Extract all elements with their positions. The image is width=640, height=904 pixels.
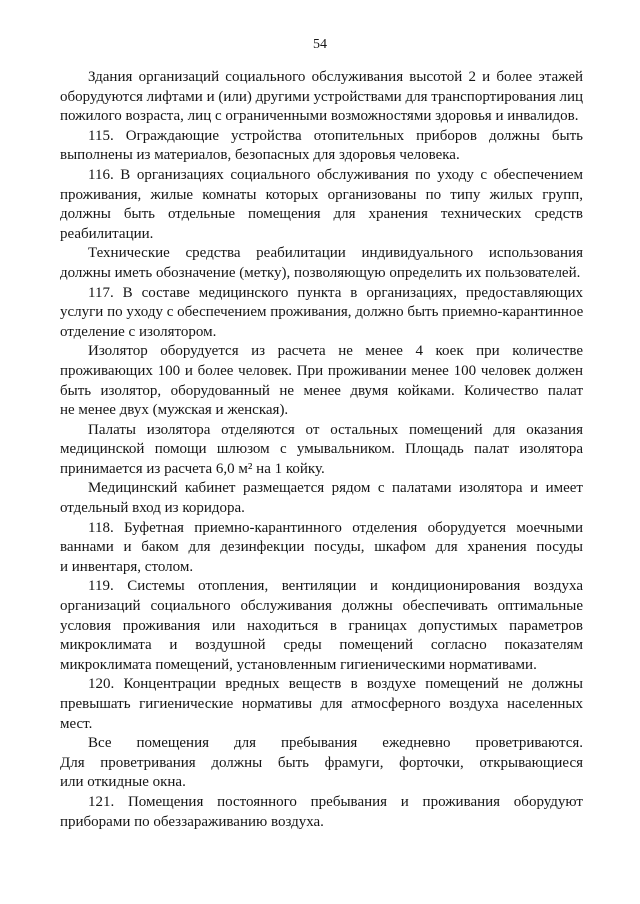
text-line: должны быть отдельные помещения для хранения технических средств: [60, 206, 583, 223]
text-line: микроклимата и воздушной среды помещений согласно показателям: [60, 637, 583, 654]
text-line: приборами по обеззараживанию воздуха.: [60, 813, 324, 830]
paragraph: [60, 519, 583, 578]
text-line: отдельный вход из коридора.: [60, 500, 245, 517]
text-line: и инвентаря, столом.: [60, 558, 194, 575]
text-line: Здания организаций социального обслуживания высотой 2 и более этажей: [88, 69, 583, 85]
text-line: принимается из расчета 6,0 м² на 1 койку.: [60, 460, 325, 477]
text-line: 117. В составе медицинского пункта в организациях, предоставляющих: [88, 284, 583, 301]
text-line: пожилого возраста, лиц с ограниченными возможностями здоровья и инвалидов.: [60, 108, 579, 125]
document-body: [60, 68, 583, 832]
text-line: мест.: [60, 715, 93, 732]
paragraph: [60, 675, 583, 734]
text-line: проживания, жилые комнаты которых организованы по типу жилых групп,: [60, 186, 583, 203]
text-line: 116. В организациях социального обслуживания по уходу с обеспечением: [88, 166, 583, 183]
text-line: услуги по уходу с обеспечением проживания, должно быть приемно-карантинное: [60, 304, 584, 321]
paragraph: [60, 127, 583, 166]
paragraph: [60, 577, 583, 675]
text-line: 118. Буфетная приемно-карантинного отделения оборудуется моечными: [88, 519, 583, 536]
paragraph: [60, 479, 583, 518]
text-line: оборудуются лифтами и (или) другими устройствами для транспортирования лиц: [60, 88, 584, 105]
text-line: 121. Помещения постоянного пребывания и проживания оборудуют: [88, 793, 583, 810]
text-line: или откидные окна.: [60, 774, 186, 791]
text-line: не менее двух (мужская и женская).: [60, 402, 289, 419]
paragraph: [60, 342, 583, 420]
text-line: микроклимата помещений, установленным гигиеническими нормативами.: [60, 656, 537, 673]
text-line: реабилитации.: [60, 225, 154, 242]
text-line: ваннами и баком для дезинфекции посуды, шкафом для хранения посуды: [60, 539, 583, 556]
text-line: 115. Ограждающие устройства отопительных приборов должны быть: [88, 127, 583, 144]
text-line: Все помещения для пребывания ежедневно проветриваются.: [88, 735, 583, 752]
paragraph: [60, 421, 583, 480]
text-line: проживающих 100 и более человек. При проживании менее 100 человек должен: [60, 362, 583, 379]
text-line: 120. Концентрации вредных веществ в воздухе помещений не должны: [88, 676, 583, 693]
paragraph: [60, 793, 583, 832]
text-line: Медицинский кабинет размещается рядом с палатами изолятора и имеет: [88, 480, 583, 497]
text-line: Для проветривания должны быть фрамуги, форточки, открывающиеся: [60, 754, 583, 771]
text-line: Палаты изолятора отделяются от остальных помещений для оказания: [88, 421, 583, 438]
text-line: выполнены из материалов, безопасных для здоровья человека.: [60, 147, 460, 164]
text-line: 119. Системы отопления, вентиляции и кондиционирования воздуха: [88, 578, 583, 595]
paragraph: [60, 68, 583, 127]
text-line: условия проживания или находиться в границах допустимых параметров: [60, 617, 583, 634]
text-line: медицинской помощи шлюзом с умывальником. Площадь палат изолятора: [60, 441, 583, 458]
paragraph: [60, 734, 583, 793]
text-line: организаций социального обслуживания должны обеспечивать оптимальные: [60, 598, 583, 615]
text-line: Технические средства реабилитации индивидуального использования: [88, 245, 583, 262]
text-line: отделение с изолятором.: [60, 323, 217, 340]
text-line: превышать гигиенические нормативы для атмосферного воздуха населенных: [60, 696, 583, 712]
paragraph: [60, 244, 583, 283]
page-number: 54: [313, 37, 327, 52]
paragraph: [60, 166, 583, 244]
text-line: должны иметь обозначение (метку), позволяющую определить их пользователей.: [60, 264, 581, 281]
paragraph: [60, 284, 583, 343]
text-line: быть изолятор, оборудованный не менее двумя койками. Количество палат: [60, 382, 583, 399]
text-line: Изолятор оборудуется из расчета не менее 4 коек при количестве: [88, 343, 583, 360]
